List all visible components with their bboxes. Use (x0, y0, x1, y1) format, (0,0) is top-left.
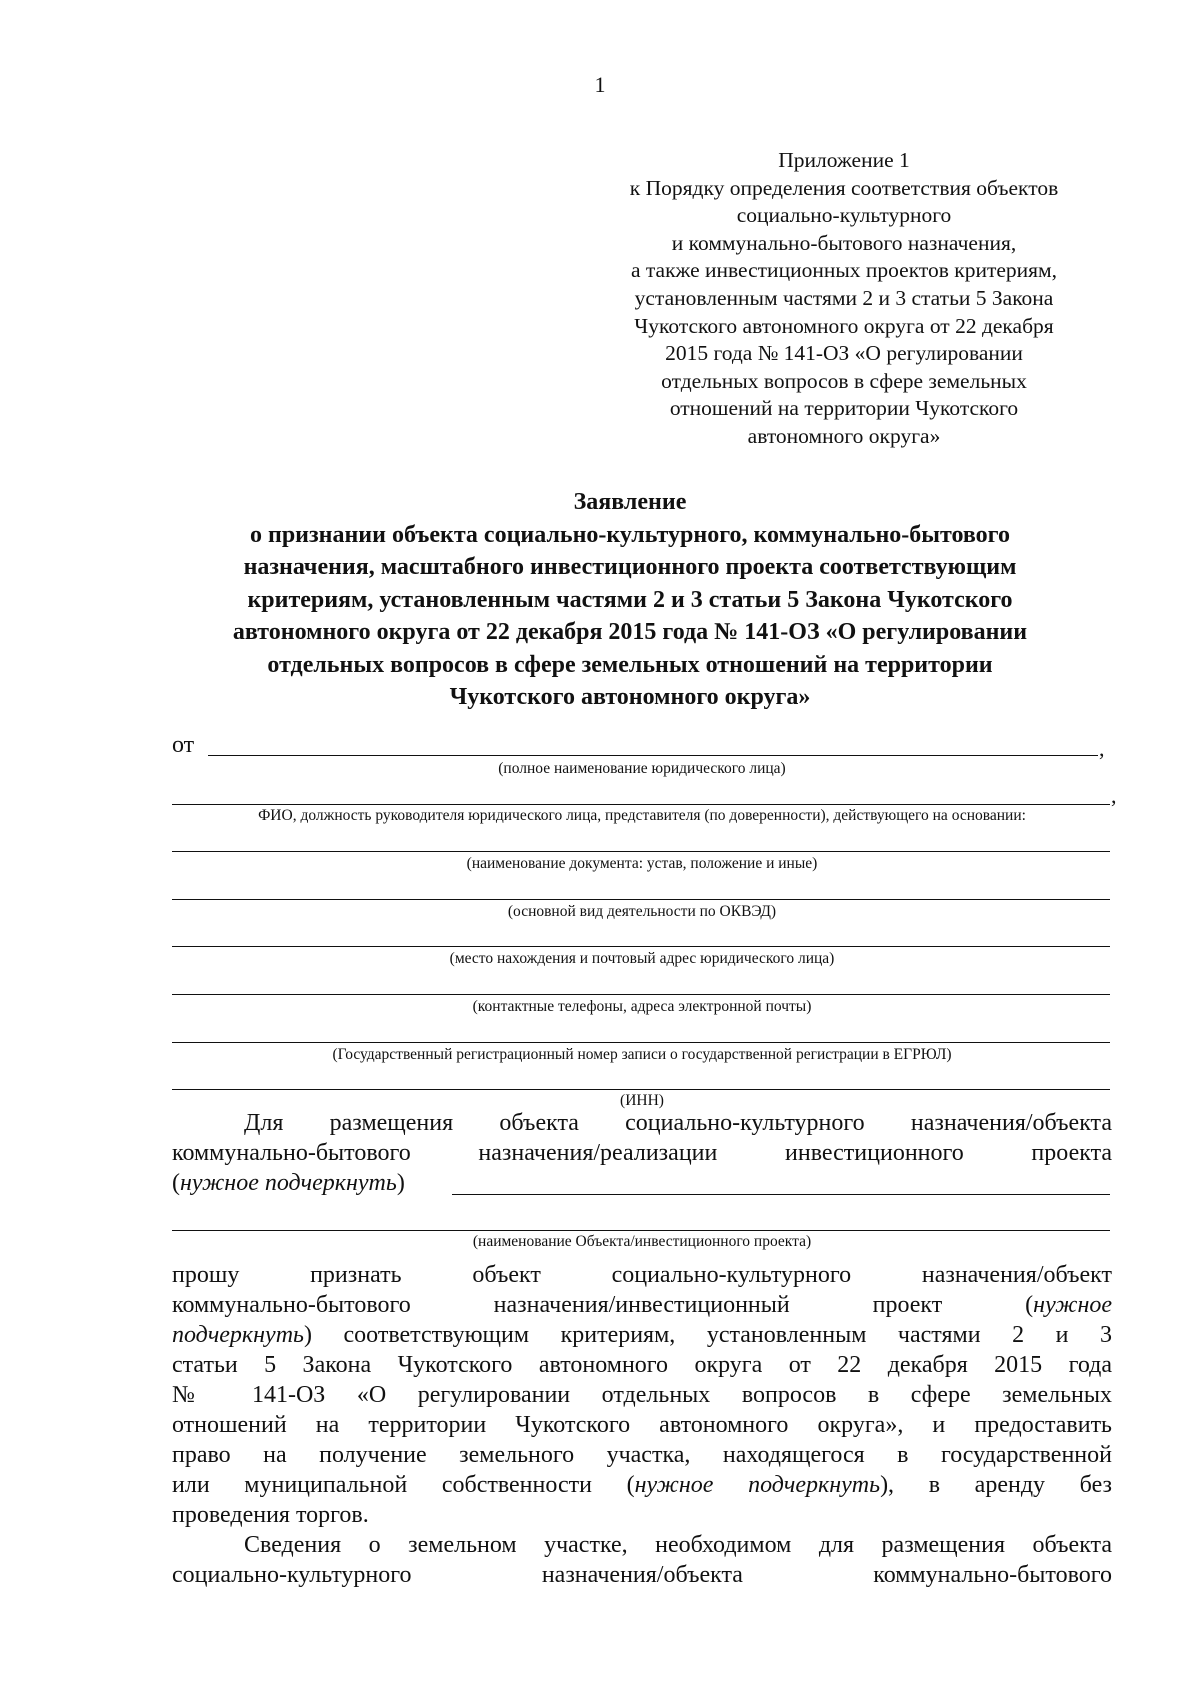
text-line: право на получение земельного участка, находящегося в государственной (172, 1442, 1112, 1468)
paragraph-land-info (172, 1530, 1112, 1590)
appendix-line: социально-культурного (736, 203, 952, 228)
text-line: социально-культурного назначения/объекта коммунально-бытового (172, 1562, 1112, 1588)
text-line: проведения торгов. (172, 1502, 369, 1528)
text-line: коммунально-бытового назначения/реализации инвестиционного проекта (172, 1140, 1112, 1166)
title-line: отдельных вопросов в сфере земельных отношений на территории (267, 651, 993, 678)
contacts-field[interactable] (172, 994, 1110, 995)
caption-okved: (основной вид деятельности по ОКВЭД) (507, 903, 777, 920)
appendix-line: установленным частями 2 и 3 статьи 5 Закона (634, 285, 1054, 310)
comma: , (1099, 736, 1105, 761)
caption-contacts: (контактные телефоны, адреса электронной почты) (472, 998, 812, 1015)
text-line: отношений на территории Чукотского автономного округа», и предоставить (172, 1412, 1112, 1438)
from-label: от (172, 732, 195, 758)
text-line: статьи 5 Закона Чукотского автономного округа от 22 декабря 2015 года (172, 1352, 1112, 1378)
title-line: Чукотского автономного округа» (449, 684, 811, 710)
appendix-line: к Порядку определения соответствия объектов (629, 175, 1059, 200)
title-line: критериям, установленным частями 2 и 3 статьи 5 Закона Чукотского (247, 586, 1013, 613)
caption-document: (наименование документа: устав, положение и иные) (466, 855, 818, 872)
representative-field[interactable] (172, 804, 1110, 805)
title-line: автономного округа от 22 декабря 2015 года № 141-ОЗ «О регулировании (232, 619, 1028, 645)
text-line: подчеркнуть) соответствующим критериям, установленным частями 2 и 3 (172, 1322, 1112, 1348)
caption-object-name: (наименование Объекта/инвестиционного проекта) (472, 1233, 812, 1250)
appendix-line: и коммунально-бытового назначения, (671, 230, 1017, 255)
appendix-line: Чукотского автономного округа от 22 декабря (634, 313, 1054, 338)
caption-egrul: (Государственный регистрационный номер записи о государственной регистрации в ЕГРЮЛ) (332, 1046, 952, 1063)
address-field[interactable] (172, 946, 1110, 947)
text-line: (нужное подчеркнуть) (172, 1170, 405, 1196)
caption-representative: ФИО, должность руководителя юридического лица, представителя (по доверенности), действующего на основании: (258, 807, 1026, 824)
caption-legal-entity: (полное наименование юридического лица) (498, 760, 786, 777)
text-line: прошу признать объект социально-культурного назначения/объект (172, 1262, 1112, 1288)
page-number: 1 (594, 72, 606, 97)
egrul-field[interactable] (172, 1042, 1110, 1043)
legal-entity-name-field[interactable] (208, 755, 1098, 756)
appendix-line: Приложение 1 (778, 148, 910, 172)
comma: , (1111, 783, 1117, 808)
object-name-field[interactable] (172, 1230, 1110, 1231)
document-basis-field[interactable] (172, 851, 1110, 852)
appendix-line: отношений на территории Чукотского (669, 396, 1019, 421)
caption-inn: (ИНН) (620, 1092, 664, 1109)
text-line: коммунально-бытового назначения/инвестиционный проект (нужное (172, 1292, 1112, 1318)
text-line: Для размещения объекта социально-культурного назначения/объекта (244, 1110, 1112, 1136)
appendix-line: а также инвестиционных проектов критериям, (630, 258, 1058, 283)
inn-field[interactable] (172, 1089, 1110, 1090)
title-line: назначения, масштабного инвестиционного проекта соответствующим (243, 554, 1017, 580)
appendix-header (598, 147, 1090, 451)
appendix-line: отдельных вопросов в сфере земельных (661, 368, 1027, 393)
text-line: или муниципальной собственности (нужное подчеркнуть), в аренду без (172, 1472, 1113, 1498)
title-heading: Заявление (573, 489, 687, 515)
caption-address: (место нахождения и почтовый адрес юридического лица) (449, 950, 835, 967)
paragraph-placement (172, 1108, 1112, 1198)
okved-field[interactable] (172, 899, 1110, 900)
text-line: № 141-ОЗ «О регулировании отдельных вопросов в сфере земельных (172, 1382, 1112, 1408)
text-line: Сведения о земельном участке, необходимом для размещения объекта (244, 1532, 1112, 1558)
appendix-line: 2015 года № 141-ОЗ «О регулировании (665, 341, 1023, 366)
title-line: о признании объекта социально-культурного, коммунально-бытового (250, 521, 1010, 548)
object-purpose-field[interactable] (452, 1194, 1110, 1195)
paragraph-request (172, 1260, 1112, 1530)
appendix-line: автономного округа» (747, 423, 941, 448)
document-title (150, 486, 1110, 714)
